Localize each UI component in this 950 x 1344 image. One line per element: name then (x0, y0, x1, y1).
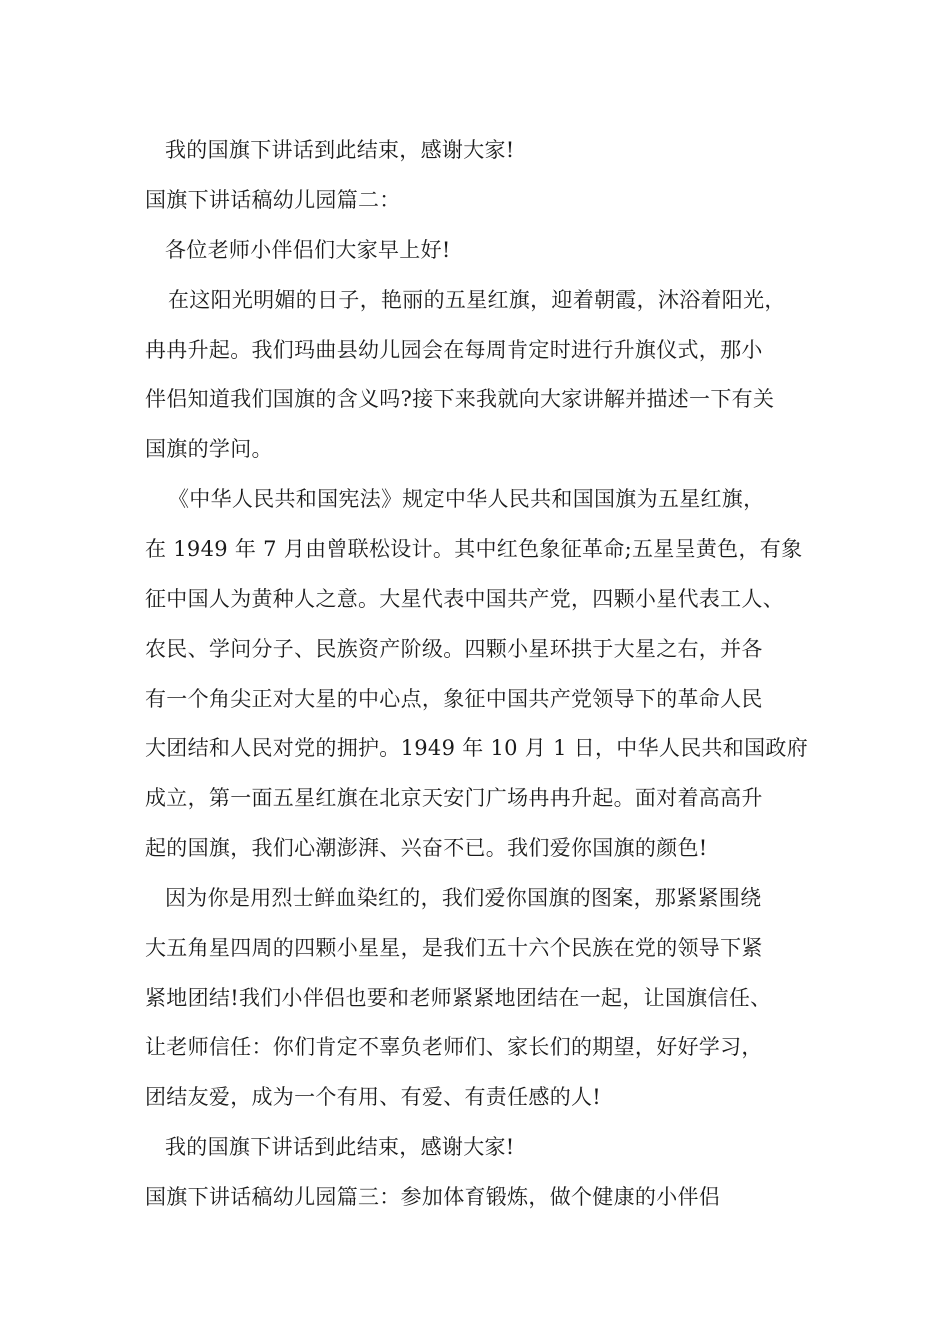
closing-line-1: 我的国旗下讲话到此结束，感谢大家! (165, 138, 515, 162)
section-heading-2: 国旗下讲话稿幼儿园篇二： (145, 188, 401, 212)
paragraph-2-line-8: 起的国旗，我们心潮澎湃、兴奋不已。我们爱你国旗的颜色! (145, 836, 708, 860)
greeting-line: 各位老师小伴侣们大家早上好! (165, 238, 451, 262)
paragraph-1-line-3: 伴侣知道我们国旗的含义吗?接下来我就向大家讲解并描述一下有关 (145, 387, 775, 411)
paragraph-1-line-4: 国旗的学问。 (145, 437, 273, 461)
paragraph-1-line-2: 冉冉升起。我们玛曲县幼儿园会在每周肯定时进行升旗仪式，那小 (145, 338, 763, 362)
section-heading-3: 国旗下讲话稿幼儿园篇三：参加体育锻炼，做个健康的小伴侣 (145, 1185, 721, 1209)
paragraph-2-line-1: 《中华人民共和国宪法》规定中华人民共和国国旗为五星红旗， (168, 487, 765, 511)
closing-line-2: 我的国旗下讲话到此结束，感谢大家! (165, 1135, 515, 1159)
paragraph-2-line-2: 在 1949 年 7 月由曾联松设计。其中红色象征革命;五星呈黄色，有象 (145, 537, 803, 561)
paragraph-1-line-1: 在这阳光明媚的日子，艳丽的五星红旗，迎着朝霞，沐浴着阳光， (168, 288, 786, 312)
paragraph-2-line-5: 有一个角尖正对大星的中心点，象征中国共产党领导下的革命人民 (145, 687, 763, 711)
paragraph-3-line-5: 团结友爱，成为一个有用、有爱、有责任感的人! (145, 1085, 602, 1109)
paragraph-2-line-4: 农民、学问分子、民族资产阶级。四颗小星环拱于大星之右，并各 (145, 637, 763, 661)
paragraph-3-line-3: 紧地团结!我们小伴侣也要和老师紧紧地团结在一起，让国旗信任、 (145, 986, 772, 1010)
paragraph-2-line-3: 征中国人为黄种人之意。大星代表中国共产党，四颗小星代表工人、 (145, 587, 784, 611)
paragraph-2-line-7: 成立，第一面五星红旗在北京天安门广场冉冉升起。面对着高高升 (145, 786, 763, 810)
paragraph-2-line-6: 大团结和人民对党的拥护。1949 年 10 月 1 日，中华人民共和国政府 (145, 736, 808, 760)
paragraph-3-line-1: 因为你是用烈士鲜血染红的，我们爱你国旗的图案，那紧紧围绕 (165, 886, 762, 910)
paragraph-3-line-2: 大五角星四周的四颗小星星，是我们五十六个民族在党的领导下紧 (145, 936, 763, 960)
paragraph-3-line-4: 让老师信任：你们肯定不辜负老师们、家长们的期望，好好学习， (145, 1035, 763, 1059)
